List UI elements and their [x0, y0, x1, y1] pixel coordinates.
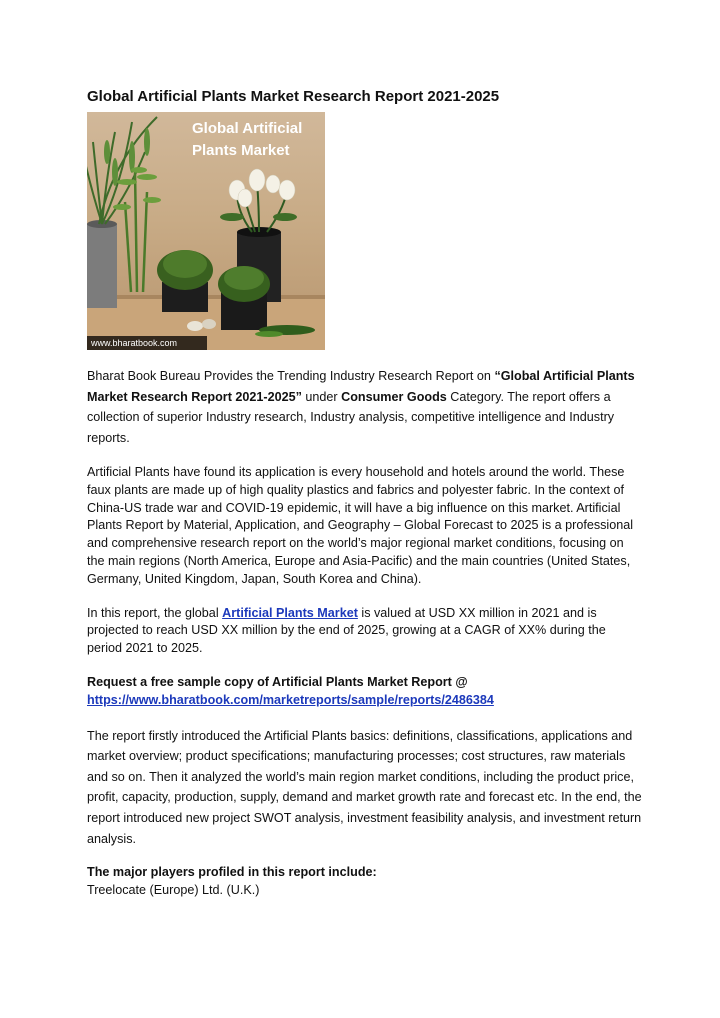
intro-text-c: under: [301, 389, 342, 404]
application-paragraph: Artificial Plants have found its application is every household and hotels around the world. These faux plants are made up of high quality plastics and fabrics and polyester fabric. In the context of China-US trade war and COVID-19 epidemic, it will have a big influence on this market. Artificial Plants Report by Material, Application, and Geography – Global Forecast to 2025 is a professional and comprehensive research report on the world’s major regional market conditions, focusing on the main regions (North America, Europe and Asia-Pacific) and the main countries (United States, Germany, United Kingdom, Japan, South Korea and China).: [87, 465, 634, 586]
valuation-paragraph: [87, 605, 642, 658]
players-heading: The major players profiled in this report include:: [87, 865, 377, 880]
sample-request-label: Request a free sample copy of Artificial Plants Market Report @: [87, 674, 468, 689]
hero-image: [87, 112, 325, 350]
valuation-text-b: is valued at USD XX million in 2021 and is projected to reach USD XX million by the end of 2025, growing at a CAGR of XX% during the period 2021 to 2025.: [87, 605, 606, 656]
artificial-plants-market-link[interactable]: Artificial Plants Market: [222, 605, 358, 620]
hero-watermark-url: www.bharatbook.com: [87, 336, 207, 350]
report-name: “Global Artificial Plants Market Research Report 2021-2025”: [87, 369, 635, 404]
intro-text-e: Category. The report offers a collection of superior Industry research, Industry analysis, competitive intelligence and Industry reports.: [87, 389, 615, 445]
sample-request: [87, 674, 642, 710]
sample-report-link[interactable]: https://www.bharatbook.com/marketreports/sample/reports/2486384: [87, 692, 494, 707]
hero-title: Global Artificial Plants Market: [192, 120, 303, 159]
page-title: Global Artificial Plants Market Research Report 2021-2025: [87, 88, 500, 105]
intro-paragraph: [87, 366, 642, 448]
document-page: [87, 86, 642, 899]
report-overview-paragraph: The report firstly introduced the Artificial Plants basics: definitions, classifications, applications and market overview; product specifications; manufacturing processes; cost structures, raw materials and so on. Then it analyzed the world’s main region market conditions, including the product price, profit, capacity, production, supply, demand and market growth rate and forecast etc. In the end, the report introduced new project SWOT analysis, investment feasibility analysis, and investment return analysis.: [87, 728, 642, 846]
players-section: [87, 863, 642, 899]
intro-text-a: Bharat Book Bureau Provides the Trending Industry Research Report on: [87, 369, 495, 383]
player-item: Treelocate (Europe) Ltd. (U.K.): [87, 883, 260, 898]
valuation-text-a: In this report, the global: [87, 605, 223, 620]
category-name: Consumer Goods: [341, 389, 447, 404]
